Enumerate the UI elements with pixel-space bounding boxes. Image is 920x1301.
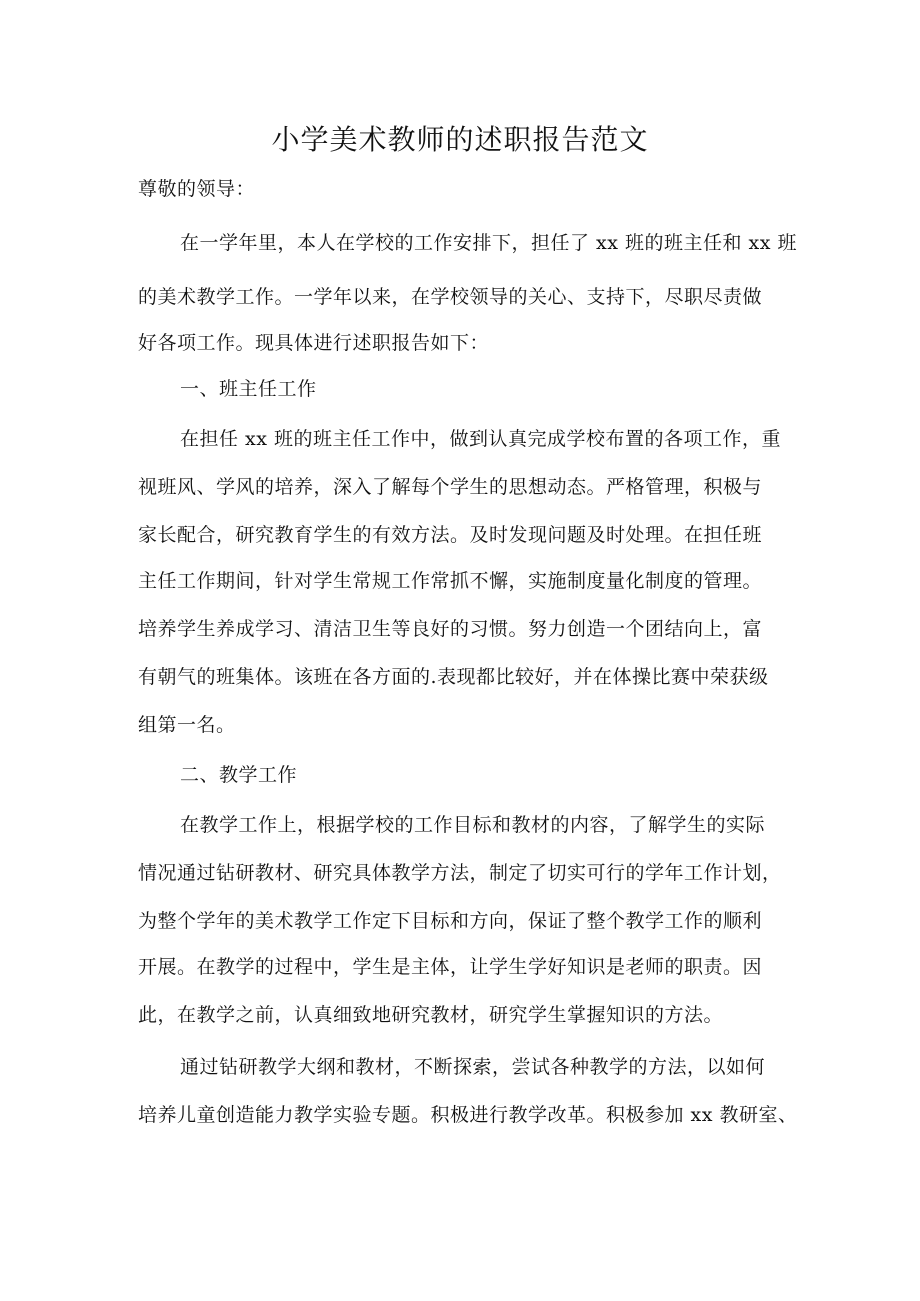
paragraph-line: 的美术教学工作。一学年以来，在学校领导的关心、支持下，尽职尽责做 [138,286,763,308]
paragraph-line: 在教学工作上，根据学校的工作目标和教材的内容，了解学生的实际 [180,814,766,836]
paragraph-line: 家长配合，研究教育学生的有效方法。及时发现问题及时处理。在担任班 [138,524,763,546]
paragraph-line: 通过钻研教学大纲和教材，不断探索，尝试各种教学的方法，以如何 [180,1056,766,1078]
paragraph-line: 培养学生养成学习、清洁卫生等良好的习惯。努力创造一个团结向上，富 [138,618,763,640]
section-heading: 二、教学工作 [180,764,298,786]
paragraph-line: 培养儿童创造能力教学实验专题。积极进行教学改革。积极参加 xx 教研室、 [138,1104,798,1126]
document-title: 小学美术教师的述职报告范文 [271,123,649,156]
paragraph-line: 有朝气的班集体。该班在各方面的.表现都比较好，并在体操比赛中荣获级 [138,666,769,688]
paragraph-line: 情况通过钻研教材、研究具体教学方法，制定了切实可行的学年工作计划， [138,862,782,884]
paragraph-line: 为整个学年的美术教学工作定下目标和方向，保证了整个教学工作的顺利 [138,910,763,932]
paragraph-line: 在一学年里，本人在学校的工作安排下，担任了 xx 班的班主任和 xx 班 [180,232,798,254]
paragraph-line: 主任工作期间，针对学生常规工作常抓不懈，实施制度量化制度的管理。 [138,570,763,592]
section-heading: 一、班主任工作 [180,378,317,400]
paragraph-line: 好各项工作。现具体进行述职报告如下： [138,332,490,354]
salutation: 尊敬的领导： [138,178,256,200]
paragraph-line: 在担任 xx 班的班主任工作中，做到认真完成学校布置的各项工作，重 [180,428,782,450]
paragraph-line: 视班风、学风的培养，深入了解每个学生的思想动态。严格管理，积极与 [138,476,763,498]
paragraph-line: 组第一名。 [138,714,236,736]
paragraph-line: 此，在教学之前，认真细致地研究教材，研究学生掌握知识的方法。 [138,1004,724,1026]
paragraph-line: 开展。在教学的过程中，学生是主体，让学生学好知识是老师的职责。因 [138,956,763,978]
